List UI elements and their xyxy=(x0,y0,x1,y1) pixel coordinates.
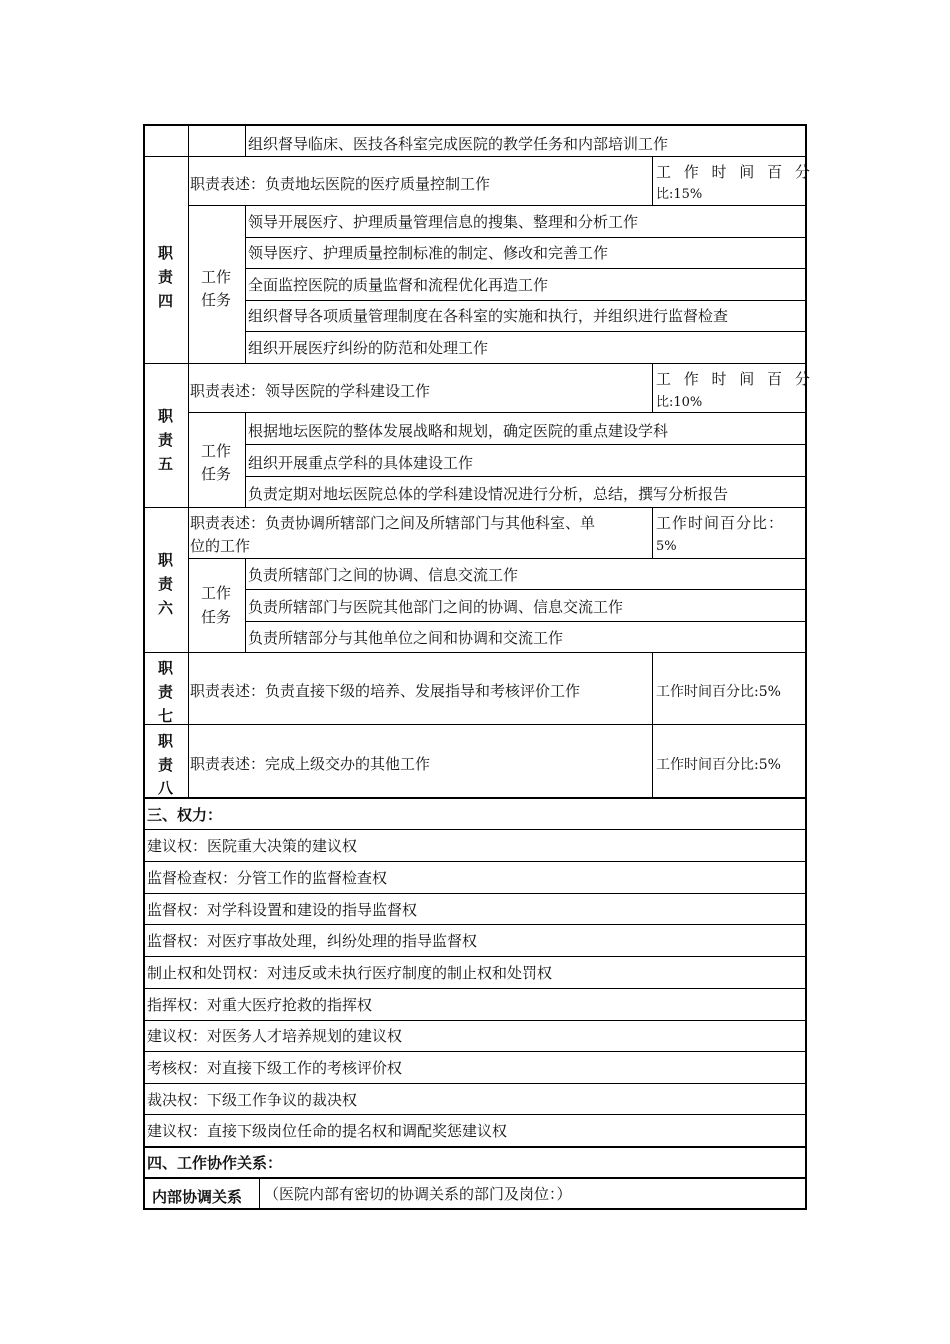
duty6-time-line2: 5% xyxy=(656,539,677,554)
duty6-task-3: 负责所辖部分与其他单位之间和协调和交流工作 xyxy=(248,629,564,647)
power-item: 监督权：对医疗事故处理，纠纷处理的指导监督权 xyxy=(147,932,478,950)
duty5-statement: 职责表述：领导医院的学科建设工作 xyxy=(190,382,431,400)
duty8-label-3: 八 xyxy=(158,779,174,797)
duty5-time-line1: 工 作 时 间 百 分 xyxy=(656,370,814,388)
duty6-task-2: 负责所辖部门与医院其他部门之间的协调、信息交流工作 xyxy=(248,598,624,616)
duty7-label-1: 职 xyxy=(158,659,174,677)
duty4-task-3: 全面监控医院的质量监督和流程优化再造工作 xyxy=(248,276,549,294)
internal-coordination-text: （医院内部有密切的协调关系的部门及岗位：） xyxy=(264,1185,572,1203)
duty7-label-2: 责 xyxy=(158,683,174,701)
duty7-statement: 职责表述：负责直接下级的培养、发展指导和考核评价工作 xyxy=(190,682,581,700)
duty4-time-line2: 比:15% xyxy=(656,187,703,202)
duty8-label-1: 职 xyxy=(158,732,174,750)
duty6-time-line1: 工作时间百分比： xyxy=(656,514,785,532)
duty4-task-group-2: 任务 xyxy=(201,291,232,309)
continued-task: 组织督导临床、医技各科室完成医院的教学任务和内部培训工作 xyxy=(248,135,669,153)
duty4-task-4: 组织督导各项质量管理制度在各科室的实施和执行，并组织进行监督检查 xyxy=(248,307,729,325)
cooperation-heading: 四、工作协作关系： xyxy=(147,1154,283,1172)
duty4-task-group-1: 工作 xyxy=(201,268,232,286)
power-item: 建议权：直接下级岗位任命的提名权和调配奖惩建议权 xyxy=(147,1122,508,1140)
duty6-label-3: 六 xyxy=(158,599,174,617)
duty4-task-2: 领导医疗、护理质量控制标准的制定、修改和完善工作 xyxy=(248,244,609,262)
power-item: 建议权：对医务人才培养规划的建议权 xyxy=(147,1027,403,1045)
duty4-time-line1: 工 作 时 间 百 分 xyxy=(656,163,814,181)
duty5-label-1: 职 xyxy=(158,407,174,425)
power-item: 建议权：医院重大决策的建议权 xyxy=(147,837,358,855)
duty4-label-2: 责 xyxy=(158,268,174,286)
duty8-statement: 职责表述：完成上级交办的其他工作 xyxy=(190,755,431,773)
duty5-task-group-2: 任务 xyxy=(201,465,232,483)
power-item: 裁决权：下级工作争议的裁决权 xyxy=(147,1091,358,1109)
duty5-time-line2: 比:10% xyxy=(656,395,703,410)
powers-heading: 三、权力： xyxy=(147,806,223,824)
duty6-label-1: 职 xyxy=(158,551,174,569)
duty7-label-3: 七 xyxy=(158,707,174,725)
power-item: 监督权：对学科设置和建设的指导监督权 xyxy=(147,901,418,919)
duty5-label-3: 五 xyxy=(158,455,174,473)
duty5-label-2: 责 xyxy=(158,431,174,449)
duty6-label-2: 责 xyxy=(158,575,174,593)
duty4-label-1: 职 xyxy=(158,244,174,262)
duty5-task-1: 根据地坛医院的整体发展战略和规划，确定医院的重点建设学科 xyxy=(248,422,669,440)
duty5-task-2: 组织开展重点学科的具体建设工作 xyxy=(248,454,474,472)
duty4-task-5: 组织开展医疗纠纷的防范和处理工作 xyxy=(248,339,489,357)
duty6-task-1: 负责所辖部门之间的协调、信息交流工作 xyxy=(248,566,519,584)
internal-coordination-label: 内部协调关系 xyxy=(152,1188,243,1206)
duty7-time: 工作时间百分比:5% xyxy=(656,684,781,700)
duty8-time: 工作时间百分比:5% xyxy=(656,757,781,773)
duty6-statement-line2: 位的工作 xyxy=(190,537,251,555)
duty4-task-1: 领导开展医疗、护理质量管理信息的搜集、整理和分析工作 xyxy=(248,213,639,231)
duty6-task-group-1: 工作 xyxy=(201,584,232,602)
power-item: 制止权和处罚权：对违反或未执行医疗制度的制止权和处罚权 xyxy=(147,964,553,982)
power-item: 监督检查权：分管工作的监督检查权 xyxy=(147,869,388,887)
duty4-statement: 职责表述：负责地坛医院的医疗质量控制工作 xyxy=(190,175,491,193)
duty6-task-group-2: 任务 xyxy=(201,608,232,626)
power-item: 指挥权：对重大医疗抢救的指挥权 xyxy=(147,996,373,1014)
duty4-label-3: 四 xyxy=(158,292,174,310)
duty5-task-3: 负责定期对地坛医院总体的学科建设情况进行分析，总结，撰写分析报告 xyxy=(248,485,729,503)
duty5-task-group-1: 工作 xyxy=(201,442,232,460)
duty8-label-2: 责 xyxy=(158,756,174,774)
power-item: 考核权：对直接下级工作的考核评价权 xyxy=(147,1059,403,1077)
duty6-statement-line1: 职责表述：负责协调所辖部门之间及所辖部门与其他科室、单 xyxy=(190,514,596,532)
